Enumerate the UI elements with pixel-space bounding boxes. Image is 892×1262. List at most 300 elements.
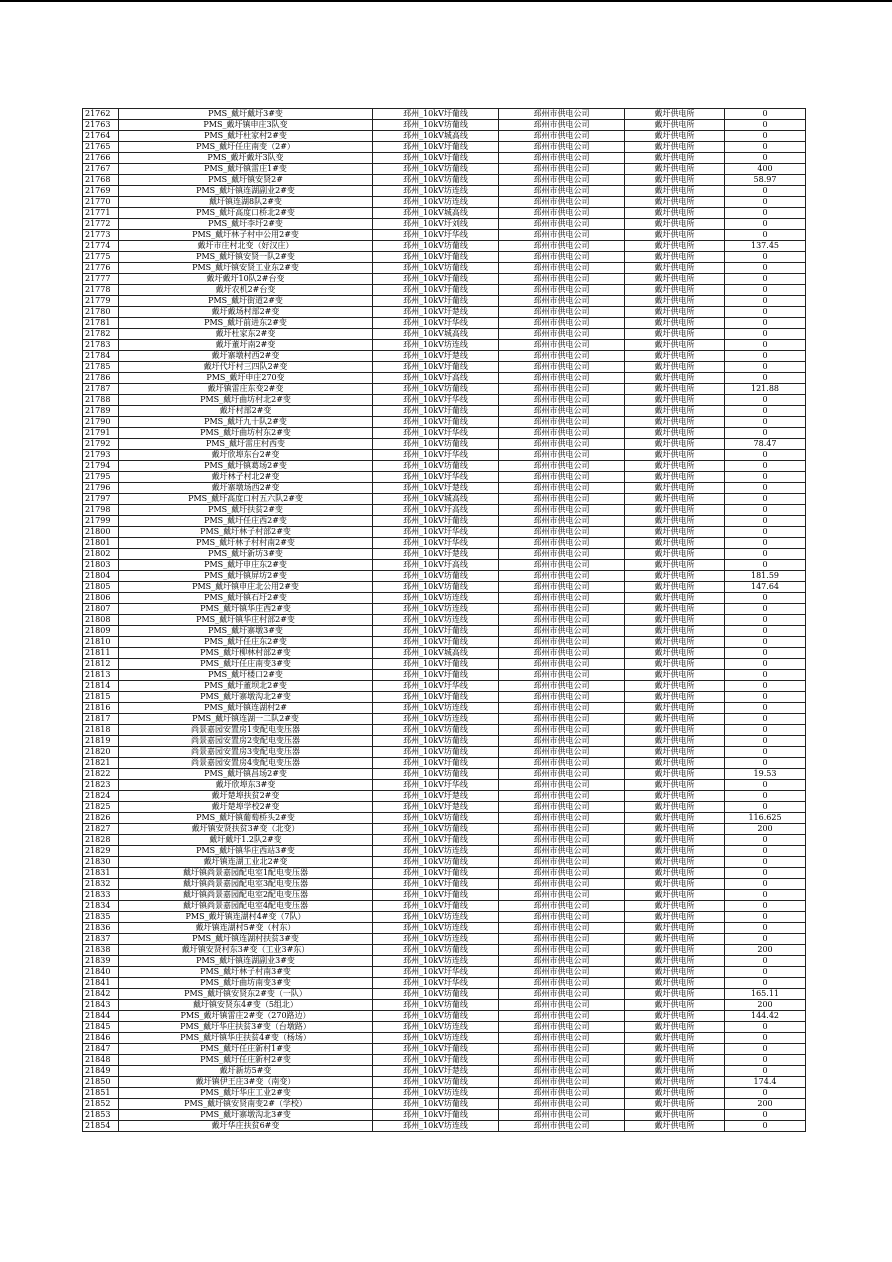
company-cell: 邳州市供电公司 (499, 263, 625, 274)
row-id-cell: 21762 (83, 109, 119, 120)
row-id-cell: 21775 (83, 252, 119, 263)
station-cell: 戴圩供电所 (625, 450, 725, 461)
transformer-name-cell: 戴圩代圩村三四队2#变 (119, 362, 373, 373)
feeder-line-cell: 邳州_10kV圩华线 (373, 780, 499, 791)
transformer-name-cell: PMS_戴圩镇石圩2#变 (119, 593, 373, 604)
value-cell: 0 (725, 967, 806, 978)
feeder-line-cell: 邳州_10kV圩葡线 (373, 109, 499, 120)
value-cell: 0 (725, 747, 806, 758)
company-cell: 邳州市供电公司 (499, 1055, 625, 1066)
feeder-line-cell: 邳州_10kV圩葡线 (373, 285, 499, 296)
feeder-line-cell: 邳州_10kV圩楚线 (373, 351, 499, 362)
company-cell: 邳州市供电公司 (499, 780, 625, 791)
feeder-line-cell: 邳州_10kV城高线 (373, 131, 499, 142)
table-row (83, 692, 806, 703)
value-cell: 0 (725, 406, 806, 417)
transformer-name-cell: PMS_戴圩镇安贤工业东2#变 (119, 263, 373, 274)
transformer-name-cell: PMS_戴圩镇连湖副业3#变 (119, 956, 373, 967)
transformer-name-cell: 戴圩镇连湖工业北2#变 (119, 857, 373, 868)
table-row (83, 109, 806, 120)
table-row (83, 659, 806, 670)
row-id-cell: 21773 (83, 230, 119, 241)
table-row (83, 857, 806, 868)
station-cell: 戴圩供电所 (625, 208, 725, 219)
value-cell: 0 (725, 318, 806, 329)
station-cell: 戴圩供电所 (625, 296, 725, 307)
table-row (83, 1044, 806, 1055)
company-cell: 邳州市供电公司 (499, 802, 625, 813)
row-id-cell: 21772 (83, 219, 119, 230)
value-cell: 121.88 (725, 384, 806, 395)
transformer-name-cell: PMS_戴圩高度口村五六队2#变 (119, 494, 373, 505)
company-cell: 邳州市供电公司 (499, 340, 625, 351)
station-cell: 戴圩供电所 (625, 967, 725, 978)
table-row (83, 307, 806, 318)
company-cell: 邳州市供电公司 (499, 175, 625, 186)
station-cell: 戴圩供电所 (625, 428, 725, 439)
value-cell: 0 (725, 659, 806, 670)
feeder-line-cell: 邳州_10kV坊葡线 (373, 857, 499, 868)
value-cell: 400 (725, 164, 806, 175)
row-id-cell: 21842 (83, 989, 119, 1000)
value-cell: 0 (725, 538, 806, 549)
company-cell: 邳州市供电公司 (499, 329, 625, 340)
row-id-cell: 21801 (83, 538, 119, 549)
company-cell: 邳州市供电公司 (499, 571, 625, 582)
row-id-cell: 21850 (83, 1077, 119, 1088)
table-row (83, 758, 806, 769)
station-cell: 戴圩供电所 (625, 615, 725, 626)
row-id-cell: 21779 (83, 296, 119, 307)
table-row (83, 373, 806, 384)
company-cell: 邳州市供电公司 (499, 505, 625, 516)
transformer-name-cell: 戴圩华庄扶贫6#变 (119, 1121, 373, 1132)
row-id-cell: 21813 (83, 670, 119, 681)
company-cell: 邳州市供电公司 (499, 934, 625, 945)
station-cell: 戴圩供电所 (625, 890, 725, 901)
feeder-line-cell: 邳州_10kV圩葡线 (373, 142, 499, 153)
transformer-name-cell: PMS_戴圩曲坊南变3#变 (119, 978, 373, 989)
row-id-cell: 21766 (83, 153, 119, 164)
table-row (83, 395, 806, 406)
transformer-name-cell: PMS_戴圩镇安贤一队2#变 (119, 252, 373, 263)
company-cell: 邳州市供电公司 (499, 593, 625, 604)
station-cell: 戴圩供电所 (625, 846, 725, 857)
table-row (83, 604, 806, 615)
transformer-name-cell: PMS_戴圩林子村部2#变 (119, 527, 373, 538)
row-id-cell: 21789 (83, 406, 119, 417)
transformer-name-cell: PMS_戴圩任庄南变（2#） (119, 142, 373, 153)
station-cell: 戴圩供电所 (625, 571, 725, 582)
company-cell: 邳州市供电公司 (499, 714, 625, 725)
table-row (83, 802, 806, 813)
row-id-cell: 21791 (83, 428, 119, 439)
company-cell: 邳州市供电公司 (499, 989, 625, 1000)
station-cell: 戴圩供电所 (625, 373, 725, 384)
value-cell: 0 (725, 1088, 806, 1099)
station-cell: 戴圩供电所 (625, 318, 725, 329)
feeder-line-cell: 邳州_10kV圩葡线 (373, 406, 499, 417)
table-row (83, 285, 806, 296)
company-cell: 邳州市供电公司 (499, 670, 625, 681)
row-id-cell: 21784 (83, 351, 119, 362)
row-id-cell: 21799 (83, 516, 119, 527)
feeder-line-cell: 邳州_10kV坊葡线 (373, 747, 499, 758)
company-cell: 邳州市供电公司 (499, 516, 625, 527)
value-cell: 0 (725, 736, 806, 747)
row-id-cell: 21774 (83, 241, 119, 252)
row-id-cell: 21819 (83, 736, 119, 747)
company-cell: 邳州市供电公司 (499, 351, 625, 362)
transformer-name-cell: 戴圩村部2#变 (119, 406, 373, 417)
transformer-name-cell: PMS_戴圩戴圩3队变 (119, 153, 373, 164)
transformer-name-cell: PMS_戴圩寨墩沟北2#变 (119, 692, 373, 703)
feeder-line-cell: 邳州_10kV圩葡线 (373, 626, 499, 637)
feeder-line-cell: 邳州_10kV坊葡线 (373, 164, 499, 175)
station-cell: 戴圩供电所 (625, 307, 725, 318)
table-row (83, 923, 806, 934)
table-row (83, 714, 806, 725)
table-row (83, 186, 806, 197)
company-cell: 邳州市供电公司 (499, 373, 625, 384)
company-cell: 邳州市供电公司 (499, 791, 625, 802)
value-cell: 0 (725, 1022, 806, 1033)
feeder-line-cell: 邳州_10kV圩刘线 (373, 219, 499, 230)
transformer-name-cell: 戴圩寨墩场西2#变 (119, 483, 373, 494)
station-cell: 戴圩供电所 (625, 153, 725, 164)
feeder-line-cell: 邳州_10kV圩华线 (373, 230, 499, 241)
value-cell: 58.97 (725, 175, 806, 186)
company-cell: 邳州市供电公司 (499, 758, 625, 769)
company-cell: 邳州市供电公司 (499, 681, 625, 692)
station-cell: 戴圩供电所 (625, 780, 725, 791)
row-id-cell: 21832 (83, 879, 119, 890)
table-row (83, 1066, 806, 1077)
value-cell: 0 (725, 428, 806, 439)
station-cell: 戴圩供电所 (625, 912, 725, 923)
value-cell: 0 (725, 109, 806, 120)
row-id-cell: 21820 (83, 747, 119, 758)
table-row (83, 340, 806, 351)
station-cell: 戴圩供电所 (625, 285, 725, 296)
value-cell: 200 (725, 824, 806, 835)
company-cell: 邳州市供电公司 (499, 747, 625, 758)
station-cell: 戴圩供电所 (625, 637, 725, 648)
station-cell: 戴圩供电所 (625, 593, 725, 604)
value-cell: 0 (725, 1033, 806, 1044)
company-cell: 邳州市供电公司 (499, 978, 625, 989)
transformer-name-cell: PMS_戴圩镇葡萄桥头2#变 (119, 813, 373, 824)
value-cell: 200 (725, 1000, 806, 1011)
value-cell: 147.64 (725, 582, 806, 593)
table-row (83, 725, 806, 736)
row-id-cell: 21821 (83, 758, 119, 769)
row-id-cell: 21796 (83, 483, 119, 494)
transformer-name-cell: PMS_戴圩镇连湖一二队2#变 (119, 714, 373, 725)
value-cell: 0 (725, 527, 806, 538)
row-id-cell: 21839 (83, 956, 119, 967)
table-row (83, 868, 806, 879)
company-cell: 邳州市供电公司 (499, 725, 625, 736)
row-id-cell: 21783 (83, 340, 119, 351)
table-row (83, 274, 806, 285)
transformer-name-cell: 戴圩寨墩村西2#变 (119, 351, 373, 362)
value-cell: 19.53 (725, 769, 806, 780)
value-cell: 0 (725, 956, 806, 967)
transformer-name-cell: PMS_戴圩前进东2#变 (119, 318, 373, 329)
value-cell: 0 (725, 274, 806, 285)
row-id-cell: 21767 (83, 164, 119, 175)
feeder-line-cell: 邳州_10kV圩华线 (373, 450, 499, 461)
station-cell: 戴圩供电所 (625, 813, 725, 824)
station-cell: 戴圩供电所 (625, 384, 725, 395)
station-cell: 戴圩供电所 (625, 681, 725, 692)
transformer-table (82, 108, 806, 1132)
row-id-cell: 21822 (83, 769, 119, 780)
value-cell: 0 (725, 560, 806, 571)
value-cell: 78.47 (725, 439, 806, 450)
row-id-cell: 21806 (83, 593, 119, 604)
company-cell: 邳州市供电公司 (499, 296, 625, 307)
station-cell: 戴圩供电所 (625, 1077, 725, 1088)
value-cell: 0 (725, 714, 806, 725)
company-cell: 邳州市供电公司 (499, 824, 625, 835)
table-row (83, 1022, 806, 1033)
feeder-line-cell: 邳州_10kV坊连线 (373, 846, 499, 857)
station-cell: 戴圩供电所 (625, 736, 725, 747)
company-cell: 邳州市供电公司 (499, 1011, 625, 1022)
station-cell: 戴圩供电所 (625, 164, 725, 175)
station-cell: 戴圩供电所 (625, 538, 725, 549)
value-cell: 200 (725, 1099, 806, 1110)
value-cell: 0 (725, 208, 806, 219)
value-cell: 0 (725, 648, 806, 659)
value-cell: 0 (725, 285, 806, 296)
transformer-name-cell: 尚景嘉园安置房4变配电变压器 (119, 758, 373, 769)
transformer-name-cell: PMS_戴圩任庄南变3#变 (119, 659, 373, 670)
row-id-cell: 21854 (83, 1121, 119, 1132)
feeder-line-cell: 邳州_10kV坊连线 (373, 593, 499, 604)
value-cell: 0 (725, 879, 806, 890)
company-cell: 邳州市供电公司 (499, 1044, 625, 1055)
row-id-cell: 21838 (83, 945, 119, 956)
feeder-line-cell: 邳州_10kV圩葡线 (373, 252, 499, 263)
table-row (83, 142, 806, 153)
station-cell: 戴圩供电所 (625, 1121, 725, 1132)
table-row (83, 1000, 806, 1011)
row-id-cell: 21805 (83, 582, 119, 593)
row-id-cell: 21814 (83, 681, 119, 692)
table-row (83, 120, 806, 131)
transformer-name-cell: PMS_戴圩林子村中公用2#变 (119, 230, 373, 241)
row-id-cell: 21835 (83, 912, 119, 923)
company-cell: 邳州市供电公司 (499, 230, 625, 241)
station-cell: 戴圩供电所 (625, 956, 725, 967)
table-row (83, 1088, 806, 1099)
row-id-cell: 21792 (83, 439, 119, 450)
station-cell: 戴圩供电所 (625, 747, 725, 758)
company-cell: 邳州市供电公司 (499, 164, 625, 175)
feeder-line-cell: 邳州_10kV圩高线 (373, 505, 499, 516)
value-cell: 0 (725, 1110, 806, 1121)
table-row (83, 164, 806, 175)
station-cell: 戴圩供电所 (625, 1044, 725, 1055)
value-cell: 0 (725, 197, 806, 208)
station-cell: 戴圩供电所 (625, 879, 725, 890)
station-cell: 戴圩供电所 (625, 340, 725, 351)
company-cell: 邳州市供电公司 (499, 615, 625, 626)
station-cell: 戴圩供电所 (625, 241, 725, 252)
company-cell: 邳州市供电公司 (499, 527, 625, 538)
feeder-line-cell: 邳州_10kV圩葡线 (373, 296, 499, 307)
company-cell: 邳州市供电公司 (499, 659, 625, 670)
transformer-name-cell: 戴圩镇安贤东4#变（5组北） (119, 1000, 373, 1011)
value-cell: 0 (725, 846, 806, 857)
transformer-name-cell: 尚景嘉园安置房3变配电变压器 (119, 747, 373, 758)
feeder-line-cell: 邳州_10kV圩华线 (373, 681, 499, 692)
company-cell: 邳州市供电公司 (499, 131, 625, 142)
value-cell: 0 (725, 362, 806, 373)
row-id-cell: 21787 (83, 384, 119, 395)
value-cell: 0 (725, 835, 806, 846)
value-cell: 0 (725, 417, 806, 428)
transformer-name-cell: PMS_戴圩华庄工业2#变 (119, 1088, 373, 1099)
value-cell: 0 (725, 186, 806, 197)
station-cell: 戴圩供电所 (625, 692, 725, 703)
transformer-name-cell: PMS_戴圩镇安贤2# (119, 175, 373, 186)
station-cell: 戴圩供电所 (625, 758, 725, 769)
table-row (83, 329, 806, 340)
table-row (83, 769, 806, 780)
value-cell: 0 (725, 329, 806, 340)
company-cell: 邳州市供电公司 (499, 120, 625, 131)
row-id-cell: 21811 (83, 648, 119, 659)
station-cell: 戴圩供电所 (625, 472, 725, 483)
feeder-line-cell: 邳州_10kV坊葡线 (373, 1011, 499, 1022)
transformer-name-cell: PMS_戴圩镇屏坊2#变 (119, 571, 373, 582)
table-row (83, 945, 806, 956)
row-id-cell: 21843 (83, 1000, 119, 1011)
feeder-line-cell: 邳州_10kV圩高线 (373, 373, 499, 384)
station-cell: 戴圩供电所 (625, 329, 725, 340)
row-id-cell: 21830 (83, 857, 119, 868)
company-cell: 邳州市供电公司 (499, 1066, 625, 1077)
station-cell: 戴圩供电所 (625, 1099, 725, 1110)
station-cell: 戴圩供电所 (625, 362, 725, 373)
station-cell: 戴圩供电所 (625, 549, 725, 560)
station-cell: 戴圩供电所 (625, 923, 725, 934)
row-id-cell: 21804 (83, 571, 119, 582)
feeder-line-cell: 邳州_10kV圩华线 (373, 538, 499, 549)
value-cell: 0 (725, 681, 806, 692)
table-row (83, 736, 806, 747)
row-id-cell: 21763 (83, 120, 119, 131)
transformer-name-cell: PMS_戴圩镇申庄北公用2#变 (119, 582, 373, 593)
feeder-line-cell: 邳州_10kV坊连线 (373, 956, 499, 967)
feeder-line-cell: 邳州_10kV坊葡线 (373, 571, 499, 582)
table-row (83, 296, 806, 307)
company-cell: 邳州市供电公司 (499, 890, 625, 901)
station-cell: 戴圩供电所 (625, 857, 725, 868)
value-cell: 0 (725, 1044, 806, 1055)
feeder-line-cell: 邳州_10kV圩华线 (373, 395, 499, 406)
transformer-name-cell: 戴圩镇安贤扶贫3#变（北变） (119, 824, 373, 835)
company-cell: 邳州市供电公司 (499, 1121, 625, 1132)
transformer-name-cell: PMS_戴圩镇华庄村部2#变 (119, 615, 373, 626)
table-row (83, 439, 806, 450)
value-cell: 0 (725, 758, 806, 769)
station-cell: 戴圩供电所 (625, 395, 725, 406)
table-row (83, 582, 806, 593)
feeder-line-cell: 邳州_10kV坊葡线 (373, 725, 499, 736)
row-id-cell: 21780 (83, 307, 119, 318)
company-cell: 邳州市供电公司 (499, 901, 625, 912)
station-cell: 戴圩供电所 (625, 230, 725, 241)
data-sheet (82, 108, 805, 1132)
station-cell: 戴圩供电所 (625, 197, 725, 208)
station-cell: 戴圩供电所 (625, 252, 725, 263)
feeder-line-cell: 邳州_10kV圩华线 (373, 967, 499, 978)
company-cell: 邳州市供电公司 (499, 736, 625, 747)
table-row (83, 219, 806, 230)
station-cell: 戴圩供电所 (625, 604, 725, 615)
company-cell: 邳州市供电公司 (499, 879, 625, 890)
value-cell: 0 (725, 131, 806, 142)
feeder-line-cell: 邳州_10kV圩葡线 (373, 879, 499, 890)
feeder-line-cell: 邳州_10kV圩葡线 (373, 362, 499, 373)
row-id-cell: 21844 (83, 1011, 119, 1022)
transformer-name-cell: PMS_戴圩任庄新村1#变 (119, 1044, 373, 1055)
company-cell: 邳州市供电公司 (499, 109, 625, 120)
value-cell: 0 (725, 1121, 806, 1132)
transformer-name-cell: PMS_戴圩柳林村部2#变 (119, 648, 373, 659)
company-cell: 邳州市供电公司 (499, 450, 625, 461)
table-row (83, 879, 806, 890)
company-cell: 邳州市供电公司 (499, 604, 625, 615)
row-id-cell: 21800 (83, 527, 119, 538)
station-cell: 戴圩供电所 (625, 769, 725, 780)
feeder-line-cell: 邳州_10kV圩楚线 (373, 1066, 499, 1077)
company-cell: 邳州市供电公司 (499, 439, 625, 450)
transformer-name-cell: 戴圩戴场村部2#变 (119, 307, 373, 318)
value-cell: 0 (725, 120, 806, 131)
station-cell: 戴圩供电所 (625, 120, 725, 131)
row-id-cell: 21840 (83, 967, 119, 978)
company-cell: 邳州市供电公司 (499, 219, 625, 230)
value-cell: 0 (725, 626, 806, 637)
station-cell: 戴圩供电所 (625, 461, 725, 472)
feeder-line-cell: 邳州_10kV坊葡线 (373, 241, 499, 252)
transformer-name-cell: PMS_戴圩镇连湖村扶贫3#变 (119, 934, 373, 945)
feeder-line-cell: 邳州_10kV圩华线 (373, 428, 499, 439)
table-row (83, 406, 806, 417)
feeder-line-cell: 邳州_10kV圩葡线 (373, 901, 499, 912)
table-row (83, 450, 806, 461)
table-row (83, 978, 806, 989)
company-cell: 邳州市供电公司 (499, 186, 625, 197)
table-row (83, 351, 806, 362)
value-cell: 0 (725, 340, 806, 351)
table-row (83, 175, 806, 186)
row-id-cell: 21765 (83, 142, 119, 153)
transformer-name-cell: PMS_戴圩镇华庄扶贫4#变（杨场） (119, 1033, 373, 1044)
value-cell: 0 (725, 978, 806, 989)
station-cell: 戴圩供电所 (625, 989, 725, 1000)
feeder-line-cell: 邳州_10kV圩葡线 (373, 659, 499, 670)
transformer-name-cell: PMS_戴圩任庄新村2#变 (119, 1055, 373, 1066)
transformer-name-cell: PMS_戴圩镇雷庄1#变 (119, 164, 373, 175)
company-cell: 邳州市供电公司 (499, 417, 625, 428)
